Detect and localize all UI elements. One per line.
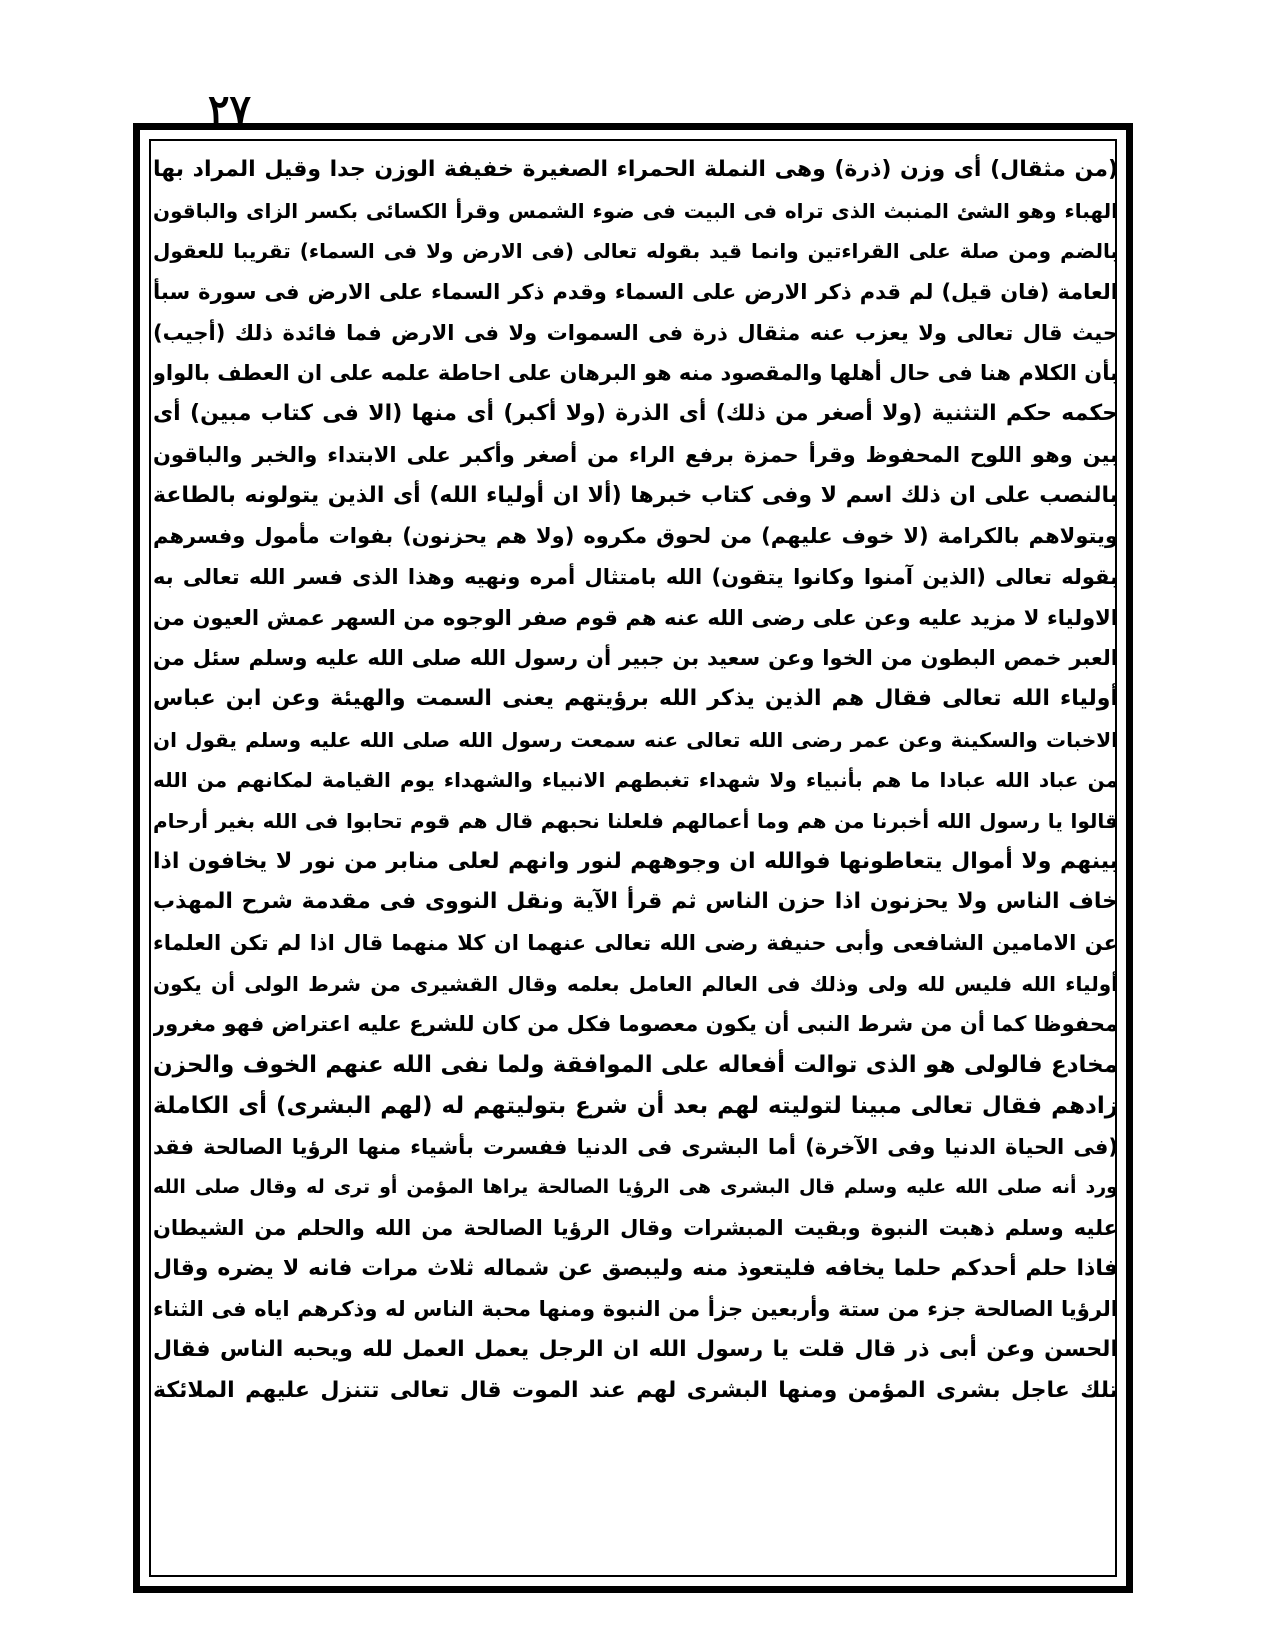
text-line: الاولياء لا مزيد عليه وعن على رضى الله عنه هم قوم صفر الوجوه من السهر عمش العيون من [153,605,1118,630]
text-line: بأن الكلام هنا فى حال أهلها والمقصود منه هو البرهان على احاطة علمه على ان العطف بالواو [153,361,1118,386]
text-line: (من مثقال) أى وزن (ذرة) وهى النملة الحمراء الصغيرة خفيفة الوزن جدا وقيل المراد بها [153,157,1118,182]
text-line: قالوا يا رسول الله أخبرنا من هم وما أعمالهم فلعلنا نحبهم قال هم قوم تحابوا فى الله بغير أرحام [153,809,1118,833]
text-line: مخادع فالولى هو الذى توالت أفعاله على الموافقة ولما نفى الله عنهم الخوف والحزن [153,1052,1118,1079]
main-text [153,150,1118,1578]
text-line: بالنصب على ان ذلك اسم لا وفى كتاب خبرها (ألا ان أولياء الله) أى الذين يتولونه بالطاعة [153,482,1118,508]
text-line: العامة (فان قيل) لم قدم ذكر الارض على السماء وقدم ذكر السماء على الارض فى سورة سبأ [153,280,1118,305]
text-line: عن الامامين الشافعى وأبى حنيفة رضى الله تعالى عنهما ان كلا منهما قال اذا لم تكن العلماء [153,931,1118,956]
text-line: حيث قال تعالى ولا يعزب عنه مثقال ذرة فى السموات ولا فى الارض فما فائدة ذلك (أجيب) [153,320,1118,345]
text-line: الحسن وعن أبى ذر قال قلت يا رسول الله ان الرجل يعمل العمل لله ويحبه الناس فقال [153,1336,1118,1362]
text-line: عليه وسلم ذهبت النبوة وبقيت المبشرات وقال الرؤيا الصالحة من الله والحلم من الشيطان [153,1215,1118,1240]
text-line: الاخبات والسكينة وعن عمر رضى الله تعالى عنه سمعت رسول الله صلى الله عليه وسلم يقول ان [153,727,1118,752]
text-line: من عباد الله عبادا ما هم بأنبياء ولا شهداء تغبطهم الانبياء والشهداء يوم القيامة لمكانهم من الله [153,768,1118,793]
text-line: محفوظا كما أن من شرط النبى أن يكون معصوما فكل من كان للشرع عليه اعتراض فهو مغرور [153,1012,1118,1037]
text-line: (فى الحياة الدنيا وفى الآخرة) أما البشرى فى الدنيا ففسرت بأشياء منها الرؤيا الصالحة فقد [153,1134,1118,1159]
text-line: تلك عاجل بشرى المؤمن ومنها البشرى لهم عند الموت قال تعالى تتنزل عليهم الملائكة [153,1377,1118,1403]
text-line: الهباء وهو الشئ المنبث الذى تراه فى البيت فى ضوء الشمس وقرأ الكسائى بكسر الزاى والباقون [153,198,1118,223]
text-line: زادهم فقال تعالى مبينا لتوليته لهم بعد أن شرع بتوليتهم له (لهم البشرى) أى الكاملة [153,1092,1118,1119]
text-line: ويتولاهم بالكرامة (لا خوف عليهم) من لحوق مكروه (ولا هم يحزنون) بفوات مأمول وفسرهم [153,524,1118,549]
text-line: بينهم ولا أموال يتعاطونها فوالله ان وجوههم لنور وانهم لعلى منابر من نور لا يخافون اذا [153,848,1118,874]
text-line: أولياء الله تعالى فقال هم الذين يذكر الله برؤيتهم يعنى السمت والهيئة وعن ابن عباس [153,685,1118,711]
text-line: حكمه حكم التثنية (ولا أصغر من ذلك) أى الذرة (ولا أكبر) أى منها (الا فى كتاب مبين) أى [153,401,1118,427]
text-line: بقوله تعالى (الذين آمنوا وكانوا يتقون) الله بامتثال أمره ونهيه وهذا الذى فسر الله تعالى به [153,564,1118,589]
text-line: ورد أنه صلى الله عليه وسلم قال البشرى هى الرؤيا الصالحة يراها المؤمن أو ترى له وقال صلى الله [153,1176,1118,1199]
text-line: خاف الناس ولا يحزنون اذا حزن الناس ثم قرأ الآية ونقل النووى فى مقدمة شرح المهذب [153,889,1118,915]
text-line: أولياء الله فليس لله ولى وذلك فى العالم العامل بعلمه وقال القشيرى من شرط الولى أن يكون [153,971,1118,996]
text-line: الرؤيا الصالحة جزء من ستة وأربعين جزأ من النبوة ومنها محبة الناس له وذكرهم اياه فى الثناء [153,1297,1118,1322]
page-number: ٢٧ [208,86,251,133]
text-line: فاذا حلم أحدكم حلما يخافه فليتعوذ منه وليبصق عن شماله ثلاث مرات فانه لا يضره وقال [153,1255,1118,1281]
text-line: بالضم ومن صلة على القراءتين وانما قيد بقوله تعالى (فى الارض ولا فى السماء) تقريبا للعقول [153,239,1118,264]
text-line: بين وهو اللوح المحفوظ وقرأ حمزة برفع الراء من أصغر وأكبر على الابتداء والخبر والباقون [153,442,1118,467]
text-line: العبر خمص البطون من الخوا وعن سعيد بن جبير أن رسول الله صلى الله عليه وسلم سئل من [153,646,1118,671]
